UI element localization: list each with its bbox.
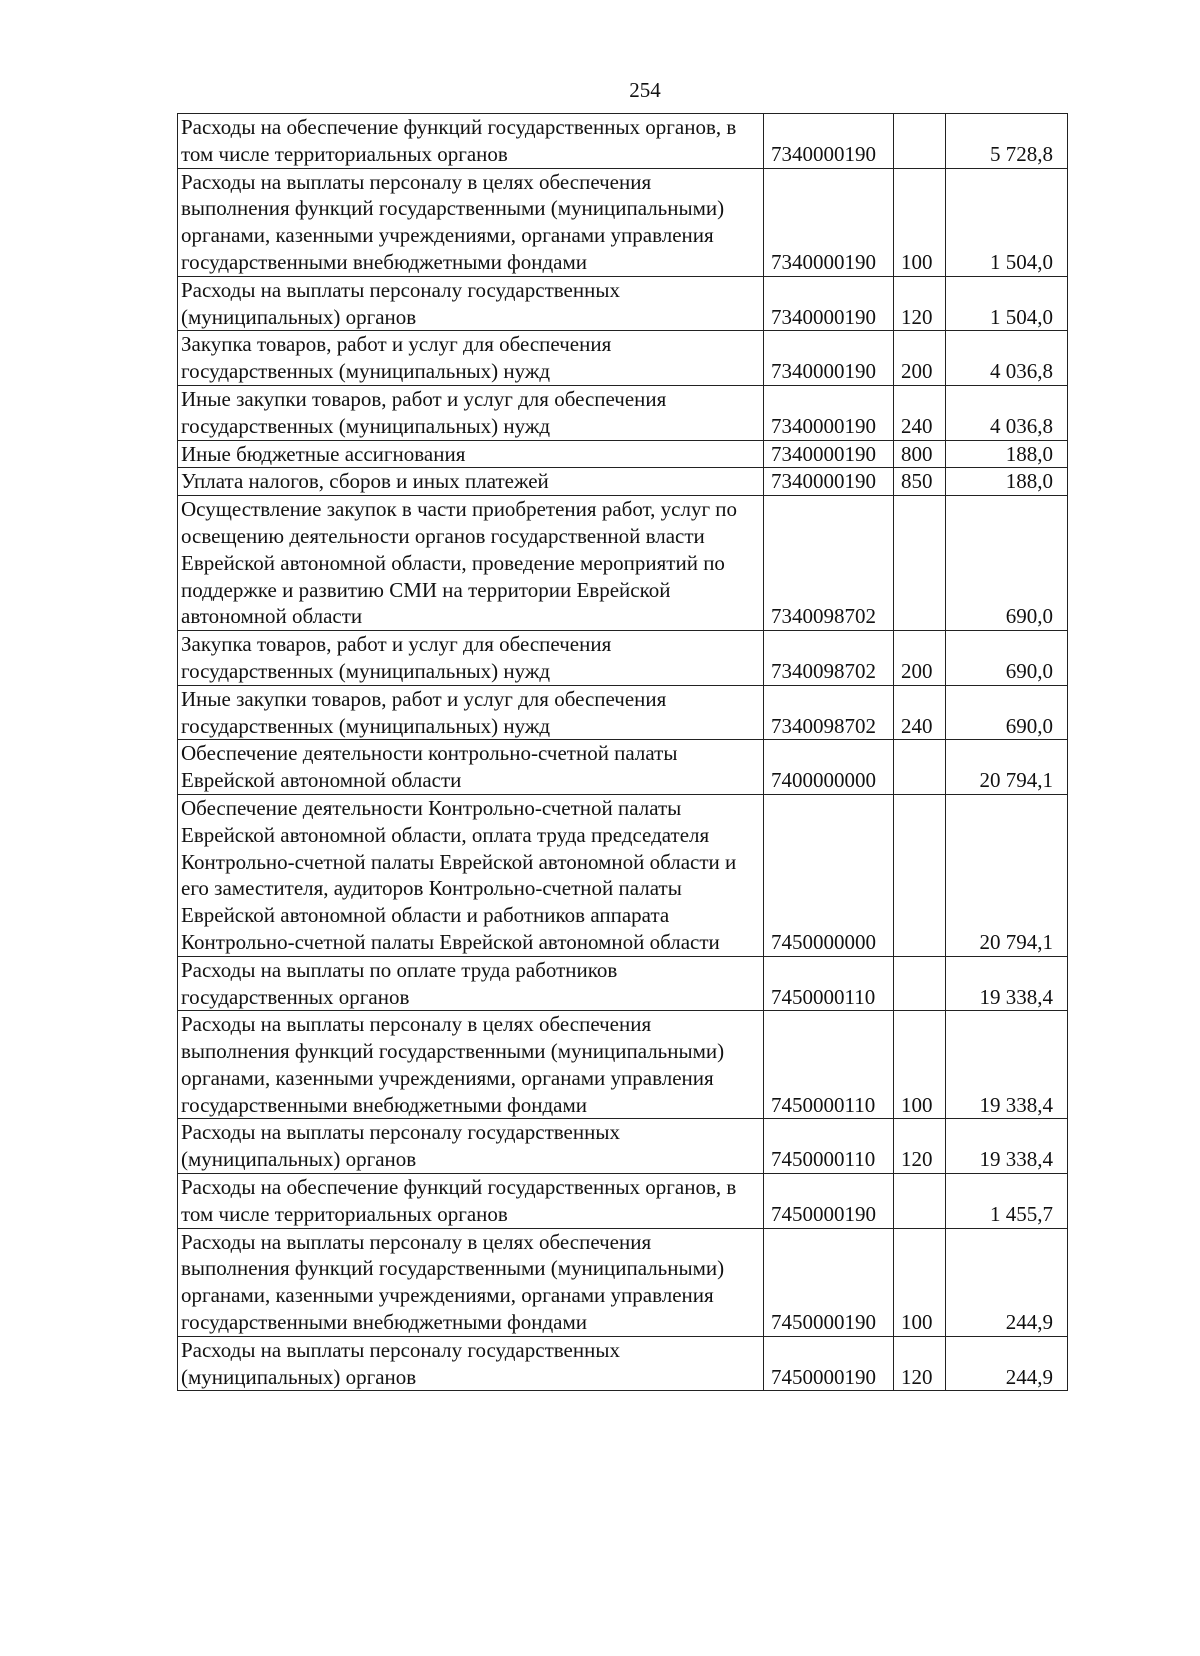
row-code: 7340098702: [764, 631, 894, 686]
row-code: 7450000110: [764, 1011, 894, 1119]
row-type: 850: [894, 468, 946, 496]
row-code: 7340098702: [764, 496, 894, 631]
table-row: [178, 468, 1068, 496]
row-code: 7450000110: [764, 1119, 894, 1174]
row-code: 7340000190: [764, 440, 894, 468]
row-type: 120: [894, 1119, 946, 1174]
row-type: [894, 496, 946, 631]
table-row: [178, 440, 1068, 468]
table-row: [178, 114, 1068, 169]
table-row: [178, 276, 1068, 331]
row-sum: 690,0: [946, 685, 1068, 740]
table-row: [178, 168, 1068, 276]
row-type: 240: [894, 385, 946, 440]
budget-table-body: [178, 114, 1068, 1391]
row-type: [894, 956, 946, 1011]
table-row: [178, 794, 1068, 956]
row-sum: 1 504,0: [946, 168, 1068, 276]
row-sum: 188,0: [946, 440, 1068, 468]
row-code: 7450000110: [764, 956, 894, 1011]
row-name: Расходы на выплаты персоналу в целях обеспечения выполнения функций государственными (муниципальными) органами, казенными учреждениями, органами управления государственными внебюджетными фондами: [178, 168, 764, 276]
row-type: [894, 740, 946, 795]
row-type: 240: [894, 685, 946, 740]
row-type: 100: [894, 168, 946, 276]
row-name: Закупка товаров, работ и услуг для обеспечения государственных (муниципальных) нужд: [178, 631, 764, 686]
row-name: Расходы на выплаты персоналу в целях обеспечения выполнения функций государственными (муниципальными) органами, казенными учреждениями, органами управления государственными внебюджетными фондами: [178, 1228, 764, 1336]
table-row: [178, 1119, 1068, 1174]
row-sum: 244,9: [946, 1228, 1068, 1336]
table-row: [178, 631, 1068, 686]
row-name: Расходы на выплаты по оплате труда работников государственных органов: [178, 956, 764, 1011]
row-type: [894, 794, 946, 956]
page-number: 254: [629, 78, 661, 102]
row-type: 120: [894, 276, 946, 331]
row-code: 7450000000: [764, 794, 894, 956]
row-sum: 1 504,0: [946, 276, 1068, 331]
row-sum: 19 338,4: [946, 1011, 1068, 1119]
row-type: 120: [894, 1336, 946, 1391]
row-name: Расходы на выплаты персоналу государственных (муниципальных) органов: [178, 1119, 764, 1174]
row-name: Расходы на выплаты персоналу в целях обеспечения выполнения функций государственными (муниципальными) органами, казенными учреждениями, органами управления государственными внебюджетными фондами: [178, 1011, 764, 1119]
row-sum: 19 338,4: [946, 956, 1068, 1011]
row-name: Иные закупки товаров, работ и услуг для обеспечения государственных (муниципальных) нужд: [178, 685, 764, 740]
row-code: 7340000190: [764, 276, 894, 331]
row-name: Расходы на выплаты персоналу государственных (муниципальных) органов: [178, 1336, 764, 1391]
row-type: [894, 114, 946, 169]
row-code: 7450000190: [764, 1228, 894, 1336]
row-type: 100: [894, 1228, 946, 1336]
table-row: [178, 331, 1068, 386]
row-type: [894, 1174, 946, 1229]
row-code: 7340000190: [764, 468, 894, 496]
table-row: [178, 1228, 1068, 1336]
row-type: 200: [894, 331, 946, 386]
row-name: Расходы на обеспечение функций государственных органов, в том числе территориальных органов: [178, 1174, 764, 1229]
table-row: [178, 1011, 1068, 1119]
row-sum: 4 036,8: [946, 385, 1068, 440]
row-name: Обеспечение деятельности Контрольно-счетной палаты Еврейской автономной области, оплата труда председателя Контрольно-счетной палаты Еврейской автономной области и его заместителя, аудиторов Контрольно-счетной палаты Еврейской автономной области и работников аппарата Контрольно-счетной палаты Еврейской автономной области: [178, 794, 764, 956]
row-code: 7450000190: [764, 1174, 894, 1229]
table-row: [178, 685, 1068, 740]
row-type: 100: [894, 1011, 946, 1119]
row-type: 200: [894, 631, 946, 686]
table-row: [178, 496, 1068, 631]
row-name: Иные закупки товаров, работ и услуг для обеспечения государственных (муниципальных) нужд: [178, 385, 764, 440]
row-name: Расходы на обеспечение функций государственных органов, в том числе территориальных органов: [178, 114, 764, 169]
row-sum: 690,0: [946, 631, 1068, 686]
budget-table: [177, 113, 1068, 1391]
row-sum: 20 794,1: [946, 794, 1068, 956]
row-code: 7340000190: [764, 168, 894, 276]
row-sum: 690,0: [946, 496, 1068, 631]
row-sum: 1 455,7: [946, 1174, 1068, 1229]
row-type: 800: [894, 440, 946, 468]
table-row: [178, 740, 1068, 795]
row-sum: 20 794,1: [946, 740, 1068, 795]
row-sum: 19 338,4: [946, 1119, 1068, 1174]
row-name: Расходы на выплаты персоналу государственных (муниципальных) органов: [178, 276, 764, 331]
table-row: [178, 385, 1068, 440]
row-code: 7450000190: [764, 1336, 894, 1391]
row-name: Уплата налогов, сборов и иных платежей: [178, 468, 764, 496]
row-name: Обеспечение деятельности контрольно-счетной палаты Еврейской автономной области: [178, 740, 764, 795]
row-name: Иные бюджетные ассигнования: [178, 440, 764, 468]
row-sum: 4 036,8: [946, 331, 1068, 386]
row-name: Закупка товаров, работ и услуг для обеспечения государственных (муниципальных) нужд: [178, 331, 764, 386]
table-row: [178, 956, 1068, 1011]
row-code: 7340000190: [764, 331, 894, 386]
row-code: 7400000000: [764, 740, 894, 795]
row-code: 7340098702: [764, 685, 894, 740]
row-code: 7340000190: [764, 385, 894, 440]
row-code: 7340000190: [764, 114, 894, 169]
table-row: [178, 1174, 1068, 1229]
row-sum: 5 728,8: [946, 114, 1068, 169]
row-sum: 188,0: [946, 468, 1068, 496]
row-name: Осуществление закупок в части приобретения работ, услуг по освещению деятельности органов государственной власти Еврейской автономной области, проведение мероприятий по поддержке и развитию СМИ на территории Еврейской автономной области: [178, 496, 764, 631]
table-row: [178, 1336, 1068, 1391]
row-sum: 244,9: [946, 1336, 1068, 1391]
